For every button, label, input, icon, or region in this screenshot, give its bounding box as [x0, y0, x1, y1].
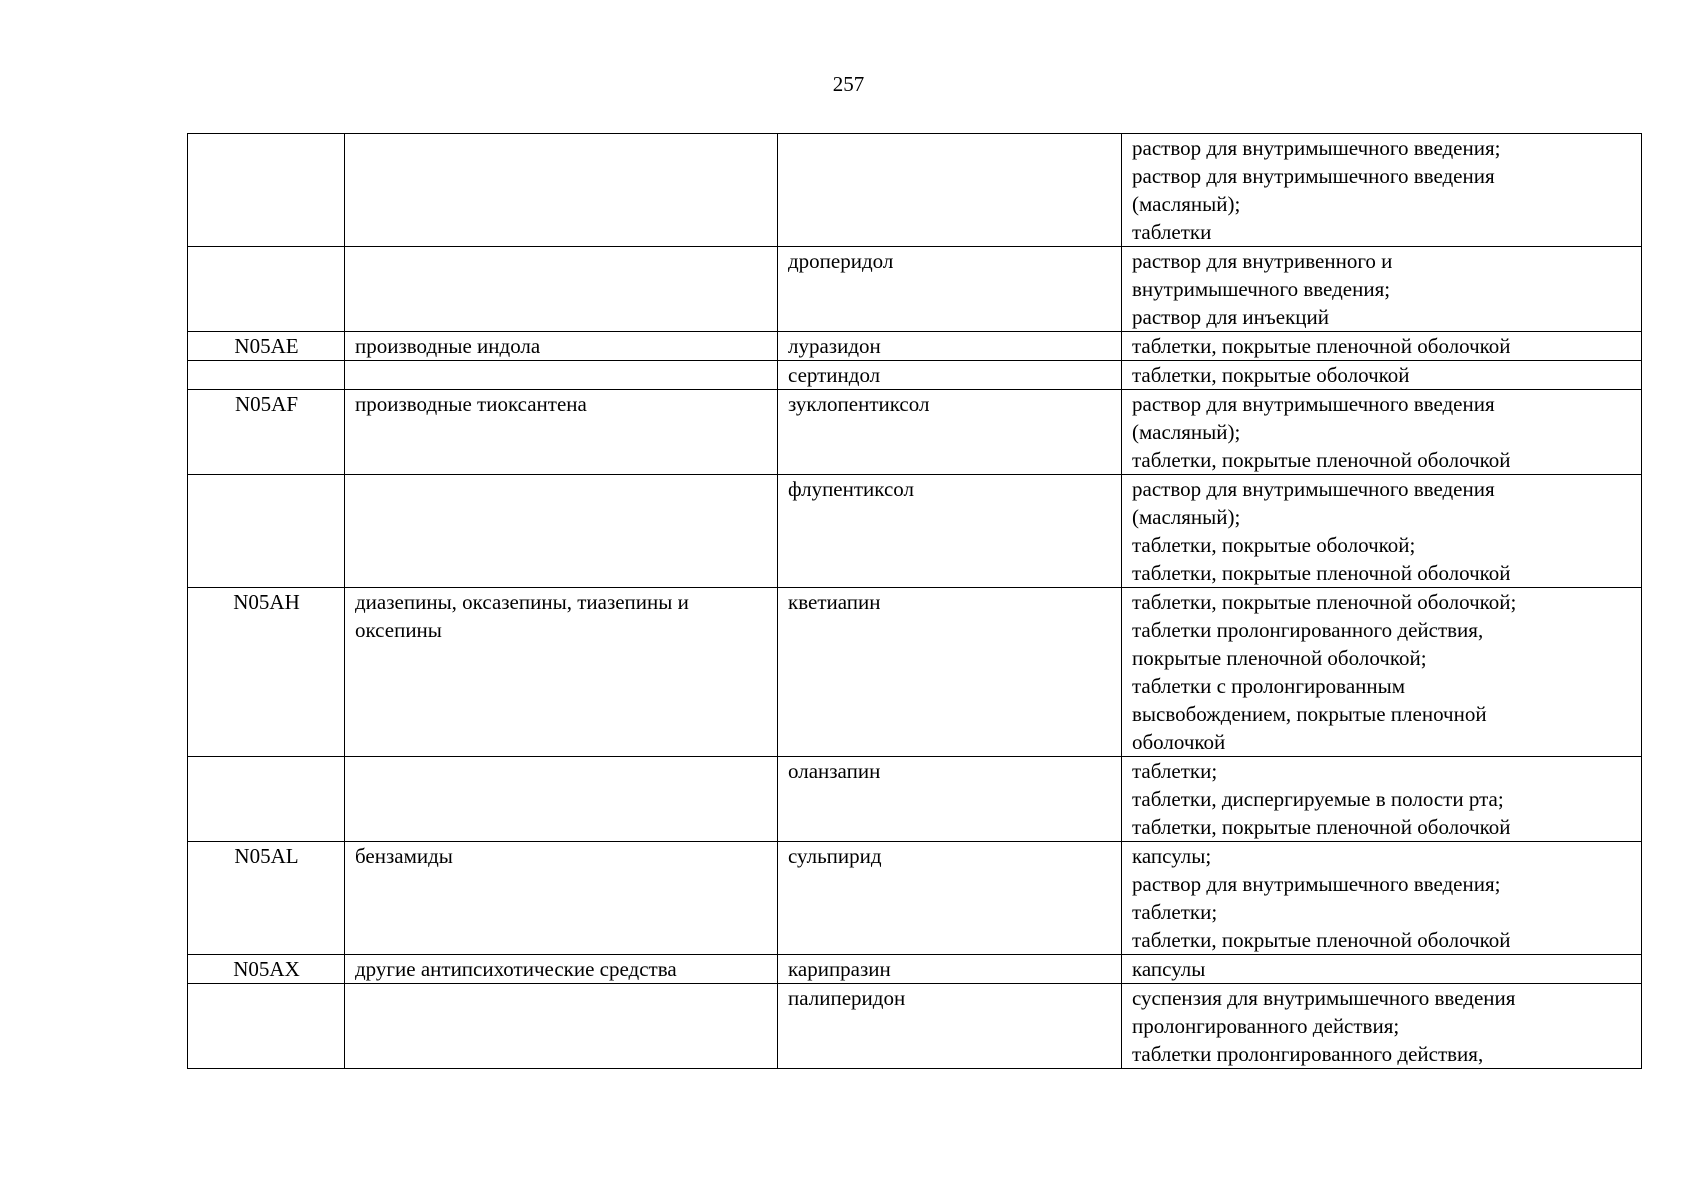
dosage-forms-cell: [1122, 955, 1642, 984]
dosage-forms-cell: [1122, 332, 1642, 361]
dosage-form-line: (масляный);: [1132, 192, 1241, 216]
group-name-cell: [345, 757, 778, 842]
drug-name: сульпирид: [788, 844, 882, 868]
table-row: [188, 475, 1642, 588]
drug-name: палиперидон: [788, 986, 906, 1010]
group-name-cell: [345, 134, 778, 247]
drug-name: дроперидол: [788, 249, 894, 273]
dosage-form-line: раствор для внутримышечного введения: [1132, 164, 1495, 188]
group-name-cell: [345, 475, 778, 588]
dosage-form-line: таблетки, диспергируемые в полости рта;: [1132, 787, 1504, 811]
group-name-cell: [345, 984, 778, 1069]
atc-code-cell: [188, 390, 345, 475]
drug-name: кветиапин: [788, 590, 881, 614]
group-name-cell: [345, 955, 778, 984]
drug-name-cell: [778, 390, 1122, 475]
dosage-forms-cell: [1122, 134, 1642, 247]
dosage-form-line: раствор для внутримышечного введения;: [1132, 872, 1501, 896]
drug-name-cell: [778, 842, 1122, 955]
dosage-form-line: таблетки, покрытые пленочной оболочкой: [1132, 448, 1511, 472]
dosage-form-line: таблетки, покрытые оболочкой;: [1132, 533, 1416, 557]
table-row: [188, 332, 1642, 361]
atc-code-cell: [188, 247, 345, 332]
drug-name-cell: [778, 134, 1122, 247]
table-row: [188, 390, 1642, 475]
dosage-form-line: раствор для внутривенного и: [1132, 249, 1393, 273]
drug-name-cell: [778, 361, 1122, 390]
group-name-cell: [345, 361, 778, 390]
table-row: [188, 955, 1642, 984]
dosage-forms-cell: [1122, 475, 1642, 588]
group-name-line: производные тиоксантена: [355, 392, 587, 416]
atc-code-cell: [188, 588, 345, 757]
group-name-cell: [345, 332, 778, 361]
dosage-form-line: раствор для инъекций: [1132, 305, 1329, 329]
dosage-form-line: таблетки пролонгированного действия,: [1132, 1042, 1484, 1066]
group-name-cell: [345, 390, 778, 475]
dosage-form-line: пролонгированного действия;: [1132, 1014, 1400, 1038]
dosage-form-line: капсулы: [1132, 957, 1206, 981]
dosage-form-line: суспензия для внутримышечного введения: [1132, 986, 1516, 1010]
dosage-form-line: капсулы;: [1132, 844, 1212, 868]
atc-code: N05AH: [233, 590, 300, 614]
dosage-form-line: покрытые пленочной оболочкой;: [1132, 646, 1427, 670]
group-name-line: другие антипсихотические средства: [355, 957, 677, 981]
group-name-cell: [345, 842, 778, 955]
drug-name-cell: [778, 588, 1122, 757]
dosage-forms-cell: [1122, 842, 1642, 955]
dosage-form-line: таблетки;: [1132, 900, 1218, 924]
drug-name-cell: [778, 475, 1122, 588]
drug-name-cell: [778, 955, 1122, 984]
dosage-form-line: таблетки, покрытые пленочной оболочкой: [1132, 815, 1511, 839]
drug-name: зуклопентиксол: [788, 392, 930, 416]
dosage-form-line: таблетки, покрытые пленочной оболочкой;: [1132, 590, 1517, 614]
drug-name: карипразин: [788, 957, 891, 981]
group-name-line: диазепины, оксазепины, тиазепины и: [355, 590, 689, 614]
atc-code: N05AX: [233, 957, 300, 981]
drug-name-cell: [778, 247, 1122, 332]
dosage-form-line: (масляный);: [1132, 505, 1241, 529]
atc-code-cell: [188, 332, 345, 361]
atc-code: N05AF: [234, 392, 298, 416]
table-row: [188, 757, 1642, 842]
dosage-form-line: (масляный);: [1132, 420, 1241, 444]
atc-code-cell: [188, 757, 345, 842]
dosage-form-line: таблетки: [1132, 220, 1212, 244]
drug-name-cell: [778, 984, 1122, 1069]
atc-code-cell: [188, 134, 345, 247]
group-name-line: бензамиды: [355, 844, 453, 868]
table-row: [188, 134, 1642, 247]
dosage-forms-cell: [1122, 588, 1642, 757]
dosage-form-line: таблетки;: [1132, 759, 1218, 783]
atc-code-cell: [188, 984, 345, 1069]
dosage-form-line: внутримышечного введения;: [1132, 277, 1391, 301]
group-name-line: оксепины: [355, 618, 442, 642]
dosage-form-line: раствор для внутримышечного введения;: [1132, 136, 1501, 160]
drug-name: сертиндол: [788, 363, 881, 387]
dosage-form-line: таблетки, покрытые оболочкой: [1132, 363, 1410, 387]
dosage-form-line: таблетки, покрытые пленочной оболочкой: [1132, 928, 1511, 952]
table-row: [188, 361, 1642, 390]
dosage-forms-cell: [1122, 390, 1642, 475]
table-row: [188, 842, 1642, 955]
dosage-forms-cell: [1122, 247, 1642, 332]
drug-table: [187, 133, 1642, 1069]
group-name-cell: [345, 247, 778, 332]
dosage-form-line: оболочкой: [1132, 730, 1226, 754]
drug-name: оланзапин: [788, 759, 881, 783]
page-number: 257: [832, 72, 865, 96]
atc-code-cell: [188, 361, 345, 390]
dosage-form-line: раствор для внутримышечного введения: [1132, 477, 1495, 501]
table-row: [188, 247, 1642, 332]
drug-name-cell: [778, 332, 1122, 361]
atc-code-cell: [188, 955, 345, 984]
atc-code-cell: [188, 475, 345, 588]
dosage-form-line: таблетки с пролонгированным: [1132, 674, 1406, 698]
table-body: [188, 134, 1642, 1069]
dosage-forms-cell: [1122, 757, 1642, 842]
drug-name: луразидон: [788, 334, 881, 358]
dosage-form-line: высвобождением, покрытые пленочной: [1132, 702, 1487, 726]
atc-code: N05AL: [234, 844, 299, 868]
dosage-form-line: таблетки пролонгированного действия,: [1132, 618, 1484, 642]
drug-name: флупентиксол: [788, 477, 914, 501]
dosage-form-line: таблетки, покрытые пленочной оболочкой: [1132, 561, 1511, 585]
atc-code: N05AE: [234, 334, 299, 358]
dosage-form-line: раствор для внутримышечного введения: [1132, 392, 1495, 416]
drug-name-cell: [778, 757, 1122, 842]
table-row: [188, 588, 1642, 757]
dosage-form-line: таблетки, покрытые пленочной оболочкой: [1132, 334, 1511, 358]
table-row: [188, 984, 1642, 1069]
atc-code-cell: [188, 842, 345, 955]
dosage-forms-cell: [1122, 361, 1642, 390]
group-name-line: производные индола: [355, 334, 541, 358]
dosage-forms-cell: [1122, 984, 1642, 1069]
group-name-cell: [345, 588, 778, 757]
